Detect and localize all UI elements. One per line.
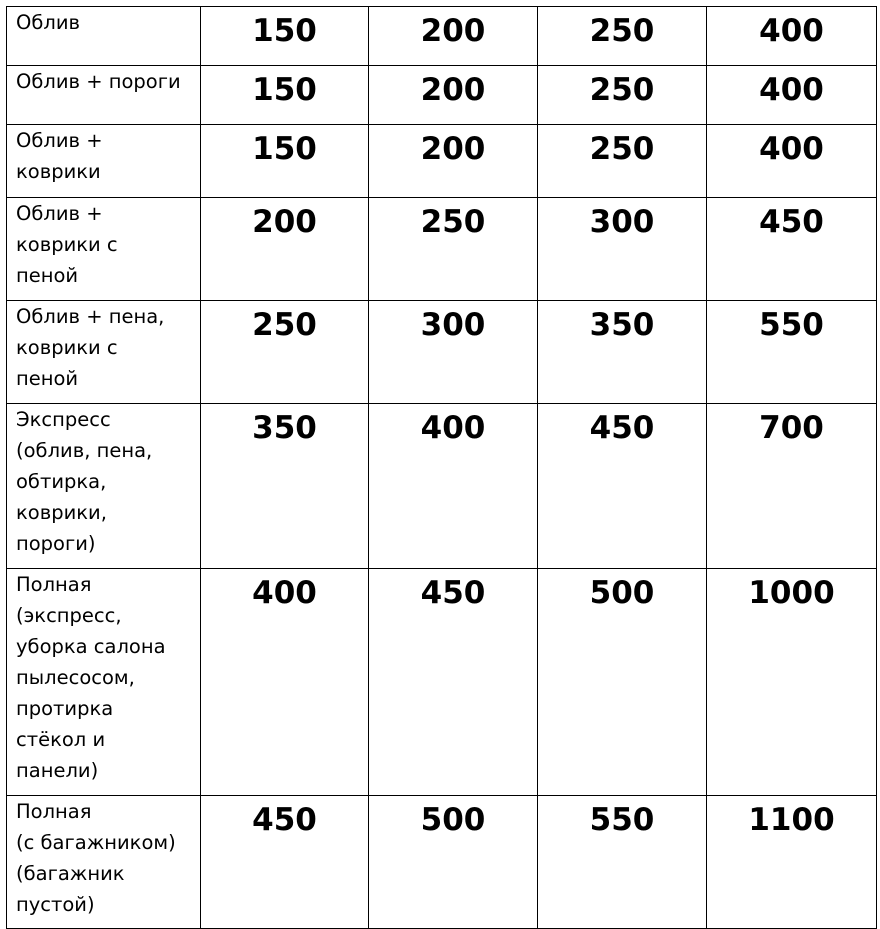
price-cell: 150 [201, 66, 369, 125]
price-cell: 200 [201, 198, 369, 301]
price-cell: 400 [707, 66, 877, 125]
price-cell: 400 [707, 7, 877, 66]
table-row [7, 569, 877, 796]
price-cell: 1000 [707, 569, 877, 796]
service-name: Полная (с багажником) (багажник пустой) [7, 796, 201, 929]
price-cell: 700 [707, 404, 877, 569]
table-row [7, 796, 877, 929]
service-name: Облив + коврики [7, 125, 201, 198]
price-cell: 200 [369, 7, 538, 66]
price-cell: 200 [369, 125, 538, 198]
price-cell: 250 [538, 66, 707, 125]
table-row [7, 404, 877, 569]
price-cell: 500 [538, 569, 707, 796]
price-cell: 450 [369, 569, 538, 796]
price-cell: 550 [538, 796, 707, 929]
service-name: Облив + пороги [7, 66, 201, 125]
price-cell: 350 [201, 404, 369, 569]
price-cell: 300 [538, 198, 707, 301]
table-row [7, 301, 877, 404]
price-cell: 1100 [707, 796, 877, 929]
service-name: Облив [7, 7, 201, 66]
price-cell: 400 [201, 569, 369, 796]
price-cell: 150 [201, 7, 369, 66]
price-cell: 250 [201, 301, 369, 404]
price-cell: 450 [707, 198, 877, 301]
price-table [6, 6, 877, 929]
price-cell: 400 [707, 125, 877, 198]
price-cell: 350 [538, 301, 707, 404]
price-cell: 200 [369, 66, 538, 125]
table-row [7, 7, 877, 66]
service-name: Облив + коврики с пеной [7, 198, 201, 301]
price-cell: 250 [369, 198, 538, 301]
table-row [7, 66, 877, 125]
service-name: Облив + пена, коврики с пеной [7, 301, 201, 404]
service-name: Экспресс (облив, пена, обтирка, коврики, пороги) [7, 404, 201, 569]
price-cell: 250 [538, 7, 707, 66]
price-cell: 450 [538, 404, 707, 569]
service-name: Полная (экспресс, уборка салона пылесосом, протирка стёкол и панели) [7, 569, 201, 796]
price-cell: 550 [707, 301, 877, 404]
price-cell: 450 [201, 796, 369, 929]
price-cell: 300 [369, 301, 538, 404]
price-cell: 250 [538, 125, 707, 198]
table-row [7, 125, 877, 198]
price-cell: 150 [201, 125, 369, 198]
table-row [7, 198, 877, 301]
price-cell: 400 [369, 404, 538, 569]
price-cell: 500 [369, 796, 538, 929]
